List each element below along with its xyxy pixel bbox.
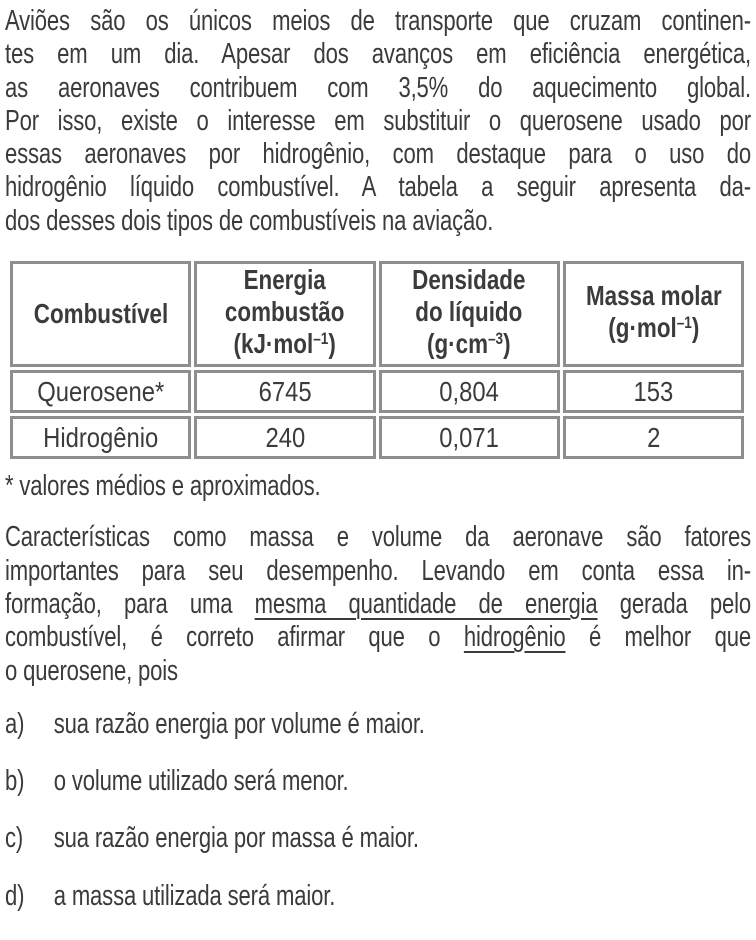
header-densidade-unit bbox=[412, 328, 525, 364]
intro-line-2: tes em um dia. Apesar dos avanços em eficiência energética, bbox=[5, 38, 751, 71]
cell-hidrogenio-densidade bbox=[379, 416, 560, 459]
option-c-label: c) bbox=[5, 822, 24, 855]
option-d-text: a massa utilizada será maior. bbox=[53, 879, 336, 912]
line-text: formação, para uma bbox=[5, 587, 255, 620]
line-text: combustível, é correto afirmar que o bbox=[5, 621, 464, 654]
header-cell-energia bbox=[194, 261, 375, 367]
cell-querosene-name bbox=[10, 370, 191, 413]
intro-paragraph bbox=[5, 5, 751, 238]
line-text: o querosene, pois bbox=[5, 654, 178, 687]
densidade-value: 0,071 bbox=[439, 421, 499, 453]
intro-line-7: dos desses dois tipos de combustíveis na aviação. bbox=[5, 204, 494, 237]
unit-pre: (g·cm bbox=[427, 328, 489, 360]
option-b-text: o volume utilizado será menor. bbox=[53, 765, 349, 798]
unit-superscript: –3 bbox=[488, 329, 504, 349]
cell-querosene-densidade bbox=[379, 370, 560, 413]
energia-value: 6745 bbox=[258, 375, 312, 407]
option-a bbox=[5, 708, 751, 741]
header-massa-unit bbox=[586, 312, 722, 348]
header-densidade-line2: do líquido bbox=[415, 296, 523, 328]
massa-value: 2 bbox=[646, 421, 660, 453]
header-energia-line2: combustão bbox=[225, 296, 345, 328]
unit-superscript: –1 bbox=[676, 313, 692, 333]
cell-hidrogenio-energia bbox=[194, 416, 375, 459]
line-text: gerada pelo bbox=[597, 587, 751, 620]
fuel-name: Querosene* bbox=[37, 375, 165, 407]
intro-line-6: hidrogênio líquido combustível. A tabela a seguir apresenta da- bbox=[5, 171, 751, 204]
underlined-text: hidrogênio bbox=[463, 621, 566, 654]
cell-querosene-massa bbox=[563, 370, 744, 413]
unit-post: ) bbox=[691, 312, 699, 344]
question-line-4 bbox=[5, 621, 751, 654]
table-footnote-wrap bbox=[5, 470, 751, 503]
question-line-3 bbox=[5, 588, 751, 621]
energia-value: 240 bbox=[265, 421, 305, 453]
header-combustivel-label: Combustível bbox=[33, 298, 168, 330]
header-energia-label bbox=[225, 264, 344, 364]
cell-hidrogenio-massa bbox=[563, 416, 744, 459]
densidade-value: 0,804 bbox=[439, 375, 499, 407]
answer-options bbox=[5, 708, 751, 913]
option-d-label: d) bbox=[5, 879, 25, 912]
unit-post: ) bbox=[503, 328, 511, 360]
option-b bbox=[5, 765, 751, 798]
fuel-name: Hidrogênio bbox=[43, 421, 159, 453]
unit-pre: (kJ·mol bbox=[233, 328, 314, 360]
question-line-1 bbox=[5, 521, 751, 554]
option-a-text: sua razão energia por volume é maior. bbox=[53, 707, 425, 740]
intro-line-4: Por isso, existe o interesse em substituir o querosene usado por bbox=[5, 104, 751, 137]
option-c-text: sua razão energia por massa é maior. bbox=[53, 822, 419, 855]
intro-line-3: as aeronaves contribuem com 3,5% do aquecimento global. bbox=[5, 71, 751, 104]
table-row-querosene bbox=[10, 370, 744, 413]
option-b-label: b) bbox=[5, 765, 25, 798]
fuel-data-table bbox=[7, 258, 747, 462]
cell-hidrogenio-name bbox=[10, 416, 191, 459]
header-densidade-label bbox=[412, 264, 525, 364]
question-paragraph bbox=[5, 521, 751, 687]
unit-superscript: –1 bbox=[313, 329, 329, 349]
header-energia-unit bbox=[225, 328, 344, 364]
header-cell-combustivel bbox=[10, 261, 191, 367]
cell-querosene-energia bbox=[194, 370, 375, 413]
intro-line-5: essas aeronaves por hidrogênio, com destaque para o uso do bbox=[5, 138, 751, 171]
intro-line-1: Aviões são os únicos meios de transporte que cruzam continen- bbox=[5, 5, 751, 37]
header-cell-densidade bbox=[379, 261, 560, 367]
underlined-text: mesma quantidade de energia bbox=[254, 587, 598, 620]
line-text: importantes para seu desempenho. Levando em conta essa in- bbox=[5, 554, 751, 587]
table-footnote: * valores médios e aproximados. bbox=[5, 470, 321, 503]
option-c bbox=[5, 822, 751, 855]
unit-pre: (g·mol bbox=[607, 312, 677, 344]
header-massa-line1: Massa molar bbox=[585, 280, 722, 312]
question-line-2 bbox=[5, 555, 751, 588]
header-densidade-line1: Densidade bbox=[412, 264, 526, 296]
table-header-row bbox=[10, 261, 744, 367]
header-massa-molar-label bbox=[586, 280, 722, 348]
option-d bbox=[5, 880, 751, 913]
unit-post: ) bbox=[328, 328, 336, 360]
massa-value: 153 bbox=[633, 375, 674, 407]
table-row-hidrogenio bbox=[10, 416, 744, 459]
option-a-label: a) bbox=[5, 707, 25, 740]
line-text: é melhor que bbox=[565, 621, 751, 654]
header-energia-line1: Energia bbox=[243, 264, 326, 296]
line-text: Características como massa e volume da aeronave são fatores bbox=[5, 521, 751, 554]
question-line-5 bbox=[5, 655, 751, 688]
header-cell-massa-molar bbox=[563, 261, 744, 367]
